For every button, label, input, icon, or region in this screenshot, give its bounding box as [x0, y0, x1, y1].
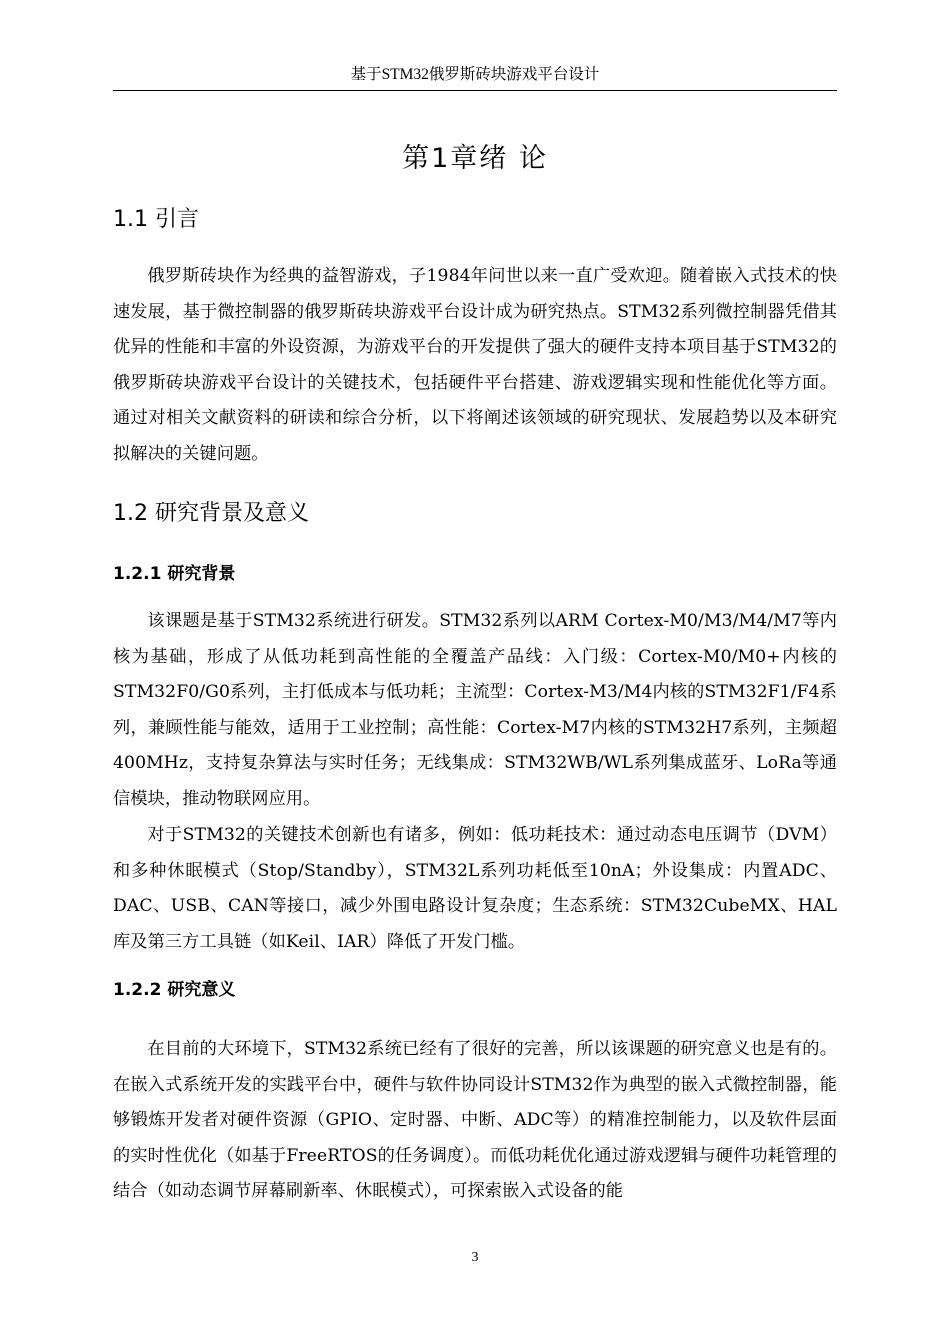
section-heading-1-2: 1.2 研究背景及意义 [113, 501, 309, 526]
subsection-heading-1-2-2: 1.2.2 研究意义 [113, 980, 236, 1000]
subsection-heading-1-2-1: 1.2.1 研究背景 [113, 564, 236, 584]
chapter-title: 第1章绪 论 [402, 143, 548, 174]
page-number: 3 [471, 1250, 479, 1265]
paragraph-background-2: 对于STM32的关键技术创新也有诸多，例如：低功耗技术：通过动态电压调节（DVM）和多种休眠模式（Stop/Standby），STM32L系列功耗低至10nA；外设集成：内置ADC、DAC、USB、CAN等接口，减少外围电路设计复杂度；生态系统：STM32CubeMX、HAL库及第三方工具链（如Keil、IAR）降低了开发门槛。 [113, 825, 837, 952]
paragraph-significance: 在目前的大环境下，STM32系统已经有了很好的完善，所以该课题的研究意义也是有的。在嵌入式系统开发的实践平台中，硬件与软件协同设计STM32作为典型的嵌入式微控制器，能够锻炼开发者对硬件资源（GPIO、定时器、中断、ADC等）的精准控制能力，以及软件层面的实时性优化（如基于FreeRTOS的任务调度）。而低功耗优化通过游戏逻辑与硬件功耗管理的结合（如动态调节屏幕刷新率、休眠模式），可探索嵌入式设备的能 [113, 1039, 837, 1201]
running-header: 基于STM32俄罗斯砖块游戏平台设计 [350, 66, 600, 83]
paragraph-introduction: 俄罗斯砖块作为经典的益智游戏，子1984年问世以来一直广受欢迎。随着嵌入式技术的快速发展，基于微控制器的俄罗斯砖块游戏平台设计成为研究热点。STM32系列微控制器凭借其优异的性能和丰富的外设资源，为游戏平台的开发提供了强大的硬件支持本项目基于STM32的俄罗斯砖块游戏平台设计的关键技术，包括硬件平台搭建、游戏逻辑实现和性能优化等方面。通过对相关文献资料的研读和综合分析，以下将阐述该领域的研究现状、发展趋势以及本研究拟解决的关键问题。 [113, 266, 837, 464]
header-rule [113, 90, 837, 91]
section-heading-1-1: 1.1 引言 [113, 207, 199, 232]
paragraph-background-1: 该课题是基于STM32系统进行研发。STM32系列以ARM Cortex-M0/M3/M4/M7等内核为基础，形成了从低功耗到高性能的全覆盖产品线：入门级：Cortex-M0/M0+内核的STM32F0/G0系列，主打低成本与低功耗；主流型：Cortex-M3/M4内核的STM32F1/F4系列，兼顾性能与能效，适用于工业控制；高性能：Cortex-M7内核的STM32H7系列，主频超400MHz，支持复杂算法与实时任务；无线集成：STM32WB/WL系列集成蓝牙、LoRa等通信模块，推动物联网应用。 [113, 611, 837, 809]
